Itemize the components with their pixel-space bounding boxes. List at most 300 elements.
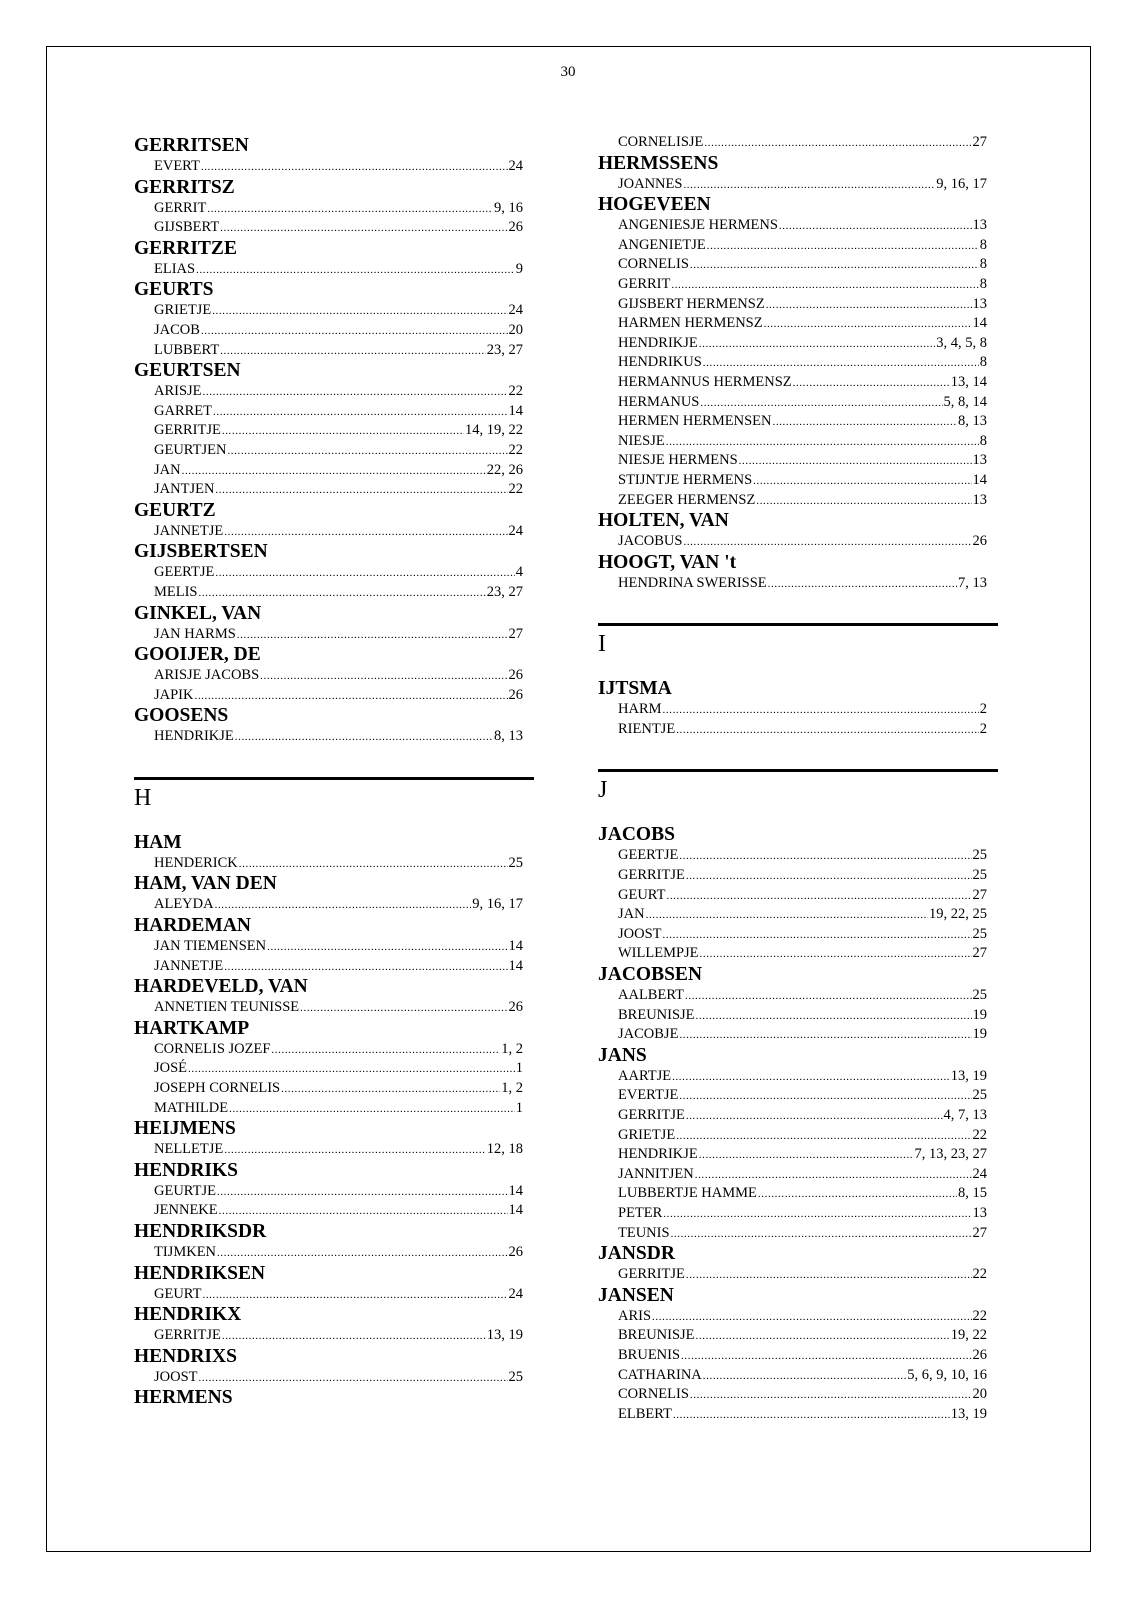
surname-heading: GEURTZ [134,499,216,521]
given-name: NIESJE [618,432,665,449]
given-name: GARRET [154,402,212,419]
given-name: JOSÉ [154,1060,188,1077]
page-references: 13, 19 [950,1405,987,1422]
dot-leader [196,261,515,281]
given-name: TEUNIS [618,1224,670,1241]
dot-leader [666,433,979,453]
surname-heading: GEURTS [134,279,214,301]
given-name: CORNELIS [618,256,689,273]
page-references: 25 [972,867,987,884]
given-name: HERMANUS [618,393,700,410]
dot-leader [224,523,507,543]
page-references: 14, 19, 22 [465,422,523,439]
surname-heading: GOOIJER, DE [134,644,261,666]
index-entry [618,255,987,275]
index-column-left [134,135,534,1409]
index-entry [154,854,523,874]
page-references: 27 [972,134,987,150]
page-references: 14 [508,402,523,419]
index-entry [618,1307,987,1327]
given-name: GEERTJE [618,847,679,864]
page-references: 8 [979,256,987,273]
given-name: AALBERT [618,987,684,1004]
surname-group [134,541,534,602]
given-name: BREUNISJE [618,1327,695,1344]
surname-group [134,1304,534,1346]
index-entry [618,471,987,491]
page-references: 24 [972,1165,987,1182]
given-name: BRUENIS [618,1346,681,1363]
surname-heading: JACOBS [598,824,675,846]
given-name: GIJSBERT [154,219,220,236]
index-entry [618,1145,987,1165]
surname-group [598,678,998,739]
page-references: 2 [979,720,987,737]
page-references: 25 [972,987,987,1004]
dot-leader [222,422,464,442]
surname-heading: GOOSENS [134,705,229,727]
given-name: ELBERT [618,1405,672,1422]
index-entry [154,402,523,422]
given-name: GERRIT [618,275,671,292]
dot-leader [700,394,942,414]
index-entry [618,353,987,373]
surname-heading: JANSEN [598,1284,674,1306]
page-references: 26 [508,999,523,1016]
surname-heading: JANS [598,1044,647,1066]
surname-group [598,133,998,153]
section-divider [598,769,998,772]
dot-leader [679,1026,971,1046]
dot-leader [215,481,507,501]
page-references: 13 [972,1204,987,1221]
page-references: 7, 13, 23, 27 [914,1146,987,1163]
index-entry [618,373,987,393]
surname-group [598,194,998,510]
index-entry [618,1165,987,1185]
index-entry [618,1224,987,1244]
surname-heading: HENDRIKSDR [134,1221,267,1242]
surname-group [134,1018,534,1118]
surname-group [134,603,534,645]
dot-leader [224,1141,485,1161]
given-name: EVERTJE [618,1087,679,1104]
given-name: HENDRIKJE [618,1146,698,1163]
given-name: PETER [618,1204,663,1221]
given-name: GEURT [154,1285,202,1302]
index-entry [154,937,523,957]
page-references: 22 [972,1266,987,1283]
page-references: 26 [972,1346,987,1363]
given-name: GIJSBERT HERMENSZ [618,295,765,312]
given-name: HARMEN HERMENSZ [618,315,763,332]
dot-leader [227,442,507,462]
given-name: JANTJEN [154,481,215,498]
index-entry [618,574,987,594]
index-entry [618,1366,987,1386]
surname-heading: HEIJMENS [134,1118,236,1140]
given-name: MATHILDE [154,1099,229,1116]
index-entry [154,341,523,361]
page-references: 23, 27 [486,341,523,358]
surname-group [598,510,998,552]
page-references: 8 [979,432,987,449]
index-entry [618,886,987,906]
index-entry [618,532,987,552]
page-references: 12, 18 [486,1141,523,1158]
index-entry [154,321,523,341]
surname-group [598,552,998,594]
page-references: 13, 19 [486,1327,523,1344]
index-entry [154,382,523,402]
page-references: 13, 14 [950,373,987,390]
index-entry [618,986,987,1006]
dot-leader [686,867,972,887]
dot-leader [676,1127,971,1147]
given-name: JANNETJE [154,957,224,974]
given-name: HERMANNUS HERMENSZ [618,373,792,390]
given-name: GERRITJE [618,867,685,884]
index-entry [154,957,523,977]
index-entry [154,666,523,686]
index-entry [618,1326,987,1346]
surname-heading: HAM [134,831,182,853]
surname-group [134,832,534,874]
surname-heading: HENDRIKS [134,1159,239,1181]
dot-leader [199,1369,508,1389]
given-name: JACOBUS [618,533,683,550]
dot-leader [652,1308,971,1328]
given-name: JACOBJE [618,1026,679,1043]
surname-group [598,1045,998,1243]
surname-group [134,915,534,976]
given-name: JOOST [618,925,662,942]
page-references: 8, 13 [958,413,987,430]
index-entry [618,1346,987,1366]
dot-leader [756,492,971,512]
letter-heading: I [598,631,606,658]
surname-group [134,135,534,177]
surname-heading: HOOGT, VAN 't [598,551,737,573]
index-entry [154,480,523,500]
page-references: 14 [508,938,523,955]
dot-leader [281,1080,500,1100]
given-name: JAN HARMS [154,625,236,642]
surname-group [134,238,534,280]
index-entry [618,866,987,886]
dot-leader [700,945,972,965]
index-entry [154,1099,523,1119]
given-name: STIJNTJE HERMENS [618,471,753,488]
dot-leader [739,452,972,472]
surname-heading: IJTSMA [598,678,672,700]
dot-leader [646,906,928,926]
dot-leader [679,847,971,867]
page-references: 19 [972,1006,987,1023]
given-name: GRIETJE [618,1126,676,1143]
given-name: JAN [154,461,181,478]
surname-heading: HARDEMAN [134,915,251,937]
page-references: 24 [508,302,523,319]
dot-leader [703,1367,906,1387]
dot-leader [217,1183,508,1203]
page-references: 25 [972,925,987,942]
index-entry [154,563,523,583]
given-name: CORNELIS [618,1386,689,1403]
dot-leader [213,403,508,423]
page-references: 14 [508,1182,523,1199]
dot-leader [188,1060,515,1080]
index-entry [618,1385,987,1405]
page-references: 14 [508,1202,523,1219]
page-references: 27 [972,945,987,962]
given-name: JOOST [154,1368,198,1385]
index-entry [618,133,987,153]
given-name: JENNEKE [154,1202,218,1219]
dot-leader [696,1327,950,1347]
surname-heading: HERMENS [134,1387,233,1409]
given-name: GERRITJE [154,1327,221,1344]
page-references: 9, 16, 17 [472,896,523,913]
index-entry [618,1405,987,1425]
dot-leader [207,200,493,220]
surname-group [134,1263,534,1305]
page-references: 22 [972,1307,987,1324]
given-name: ARISJE [154,383,202,400]
index-entry [154,1285,523,1305]
dot-leader [194,687,507,707]
page-references: 1 [515,1099,523,1116]
page-references: 20 [508,321,523,338]
dot-leader [673,1406,950,1426]
page-references: 27 [972,1224,987,1241]
index-entry [154,1140,523,1160]
page-references: 1, 2 [501,1080,523,1097]
given-name: AARTJE [618,1067,672,1084]
page-references: 26 [508,219,523,236]
given-name: GEURTJEN [154,441,227,458]
page-references: 14 [972,471,987,488]
page-references: 14 [508,957,523,974]
dot-leader [671,276,978,296]
index-entry [618,1025,987,1045]
index-entry [618,451,987,471]
page-references: 19 [972,1026,987,1043]
given-name: GERRIT [154,199,207,216]
page-references: 26 [508,667,523,684]
dot-leader [683,176,935,196]
dot-leader [212,302,507,322]
page-references: 22 [508,441,523,458]
letter-heading: J [598,777,608,804]
index-entry [618,216,987,236]
given-name: JAPIK [154,686,194,703]
dot-leader [672,1068,950,1088]
index-entry [154,260,523,280]
dot-leader [217,1244,507,1264]
dot-leader [681,1347,971,1367]
surname-heading: GERRITZE [134,237,237,259]
given-name: EVERT [154,158,200,174]
surname-group [598,1285,998,1425]
page-references: 1, 2 [501,1040,523,1057]
index-entry [618,925,987,945]
dot-leader [703,354,979,374]
surname-group [134,705,534,747]
surname-group [598,1243,998,1285]
surname-heading: JACOBSEN [598,964,703,986]
dot-leader [220,219,507,239]
page-references: 25 [972,847,987,864]
dot-leader [300,999,507,1019]
surname-group [134,279,534,360]
surname-group [134,177,534,238]
dot-leader [696,1007,972,1027]
dot-leader [699,335,936,355]
dot-leader [695,1166,972,1186]
surname-group [134,1221,534,1263]
index-entry [154,1368,523,1388]
page-references: 20 [972,1386,987,1403]
page-references: 4 [515,564,523,581]
given-name: ANGENIETJE [618,236,706,253]
page-references: 24 [508,522,523,539]
dot-leader [220,342,486,362]
page-references: 3, 4, 5, 8 [936,334,987,351]
page-references: 5, 8, 14 [943,393,987,410]
page-references: 13, 19 [950,1067,987,1084]
dot-leader [219,1202,508,1222]
dot-leader [215,896,472,916]
page-references: 9, 16 [494,199,523,216]
given-name: HARM [618,701,662,718]
given-name: CATHARINA [618,1366,702,1383]
given-name: GEURTJE [154,1182,216,1199]
given-name: GEURT [618,886,666,903]
given-name: NIESJE HERMENS [618,452,738,469]
index-entry [618,334,987,354]
given-name: GERRITJE [618,1266,685,1283]
page-references: 22 [972,1126,987,1143]
given-name: JOSEPH CORNELIS [154,1080,281,1097]
dot-leader [267,938,507,958]
page-references: 5, 6, 9, 10, 16 [907,1366,987,1383]
given-name: ZEEGER HERMENSZ [618,491,756,508]
index-entry [618,432,987,452]
dot-leader [271,1041,500,1061]
page-references: 13 [972,295,987,312]
page-references: 19, 22, 25 [929,906,987,923]
surname-heading: HOLTEN, VAN [598,510,729,532]
dot-leader [201,322,508,342]
dot-leader [222,1327,486,1347]
index-column-right [598,133,998,1424]
index-entry [154,1079,523,1099]
index-entry [154,1040,523,1060]
page-references: 8 [979,275,987,292]
dot-leader [239,855,508,875]
index-entry [154,1059,523,1079]
page-references: 1 [515,1060,523,1077]
index-entry [618,314,987,334]
index-entry [154,1243,523,1263]
index-entry [154,1326,523,1346]
page-references: 7, 13 [958,574,987,591]
dot-leader [260,667,507,687]
dot-leader [768,575,957,595]
given-name: HENDERICK [154,854,238,871]
surname-heading: GERRITSEN [134,135,249,156]
surname-group [134,500,534,542]
dot-leader [699,1146,914,1166]
index-entry [618,1204,987,1224]
index-entry [154,441,523,461]
dot-leader [772,413,957,433]
index-entry [154,625,523,645]
dot-leader [683,533,971,553]
page-references: 13 [972,452,987,469]
index-entry [618,944,987,964]
page-references: 22 [508,481,523,498]
page-references: 25 [508,854,523,871]
given-name: GERRITJE [154,422,221,439]
page-references: 22, 26 [486,461,523,478]
given-name: ALEYDA [154,896,214,913]
dot-leader [199,584,486,604]
given-name: JAN [618,906,645,923]
page-references: 23, 27 [486,583,523,600]
surname-group [598,153,998,195]
dot-leader [202,1286,507,1306]
page-references: 8 [979,236,987,253]
letter-section [598,769,998,804]
index-entry [154,218,523,238]
index-entry [618,175,987,195]
index-entry [618,1086,987,1106]
page-references: 14 [972,315,987,332]
page-references: 25 [972,1087,987,1104]
dot-leader [685,987,972,1007]
page-references: 26 [972,533,987,550]
index-entry [618,1067,987,1087]
page-references: 8, 13 [494,728,523,745]
dot-leader [182,462,486,482]
surname-group [134,1118,534,1160]
surname-heading: GINKEL, VAN [134,602,262,624]
surname-group [134,1387,534,1409]
page-references: 27 [508,625,523,642]
surname-heading: HENDRIKSEN [134,1262,266,1284]
page-references: 26 [508,1244,523,1260]
page-references: 22 [508,383,523,400]
index-entry [154,686,523,706]
page-references: 13 [972,491,987,508]
given-name: HENDRIKJE [618,334,698,351]
given-name: CORNELISJE [618,134,704,150]
index-entry [154,461,523,481]
dot-leader [203,383,508,403]
page-references: 9, 16, 17 [936,175,987,192]
index-entry [618,905,987,925]
page-references: 26 [508,686,523,703]
dot-leader [201,158,508,178]
index-entry [154,199,523,219]
dot-leader [690,256,979,276]
index-entry [618,295,987,315]
surname-heading: HARDEVELD, VAN [134,976,308,998]
index-entry [154,583,523,603]
given-name: ELIAS [154,260,196,277]
